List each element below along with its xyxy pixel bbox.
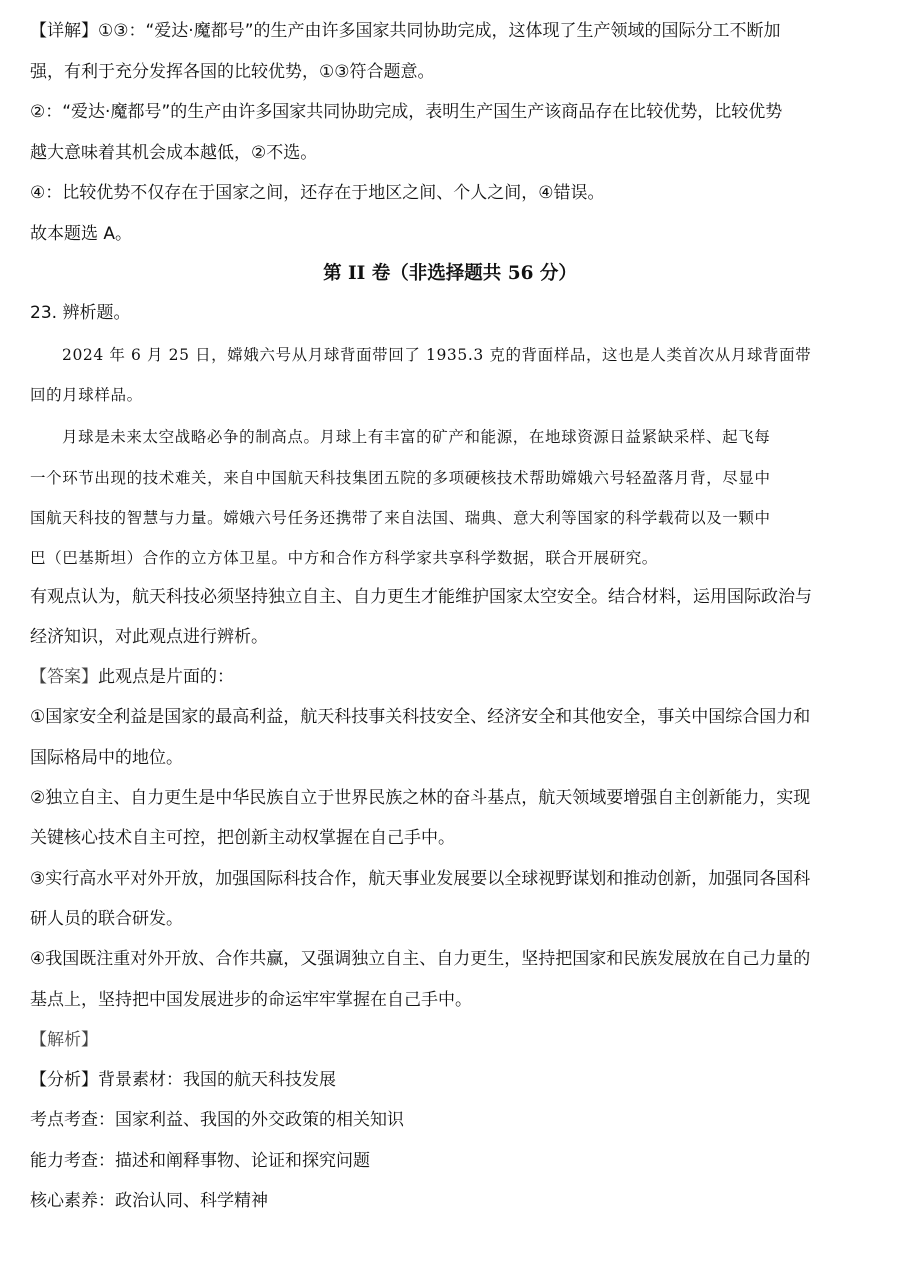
- answer-label: 【答案】: [30, 667, 98, 687]
- detail-label: 【详解】: [30, 21, 98, 41]
- analysis-nengli: 能力考查：描述和阐释事物、论证和探究问题: [30, 1151, 370, 1171]
- detail-line-4: 越大意味着其机会成本越低，②不选。: [30, 143, 318, 163]
- analysis-fenxi: 【分析】背景素材：我国的航天科技发展: [30, 1070, 336, 1090]
- detail-line-6: 故本题选 A。: [30, 224, 133, 244]
- answer-line-7: ④我国既注重对外开放、合作共赢，又强调独立自主、自力更生，坚持把国家和民族发展放在自己力量的: [30, 949, 811, 969]
- answer-intro: 【答案】此观点是片面的：: [30, 667, 234, 687]
- detail-line-5: ④：比较优势不仅存在于国家之间，还存在于地区之间、个人之间，④错误。: [30, 183, 605, 203]
- part-title: 第 II 卷（非选择题共 56 分）: [323, 263, 577, 284]
- material-line-5: 国航天科技的智慧与力量。嫦娥六号任务还携带了来自法国、瑞典、意大利等国家的科学载荷以及一颗中: [30, 509, 771, 527]
- fenxi-label: 【分析】: [30, 1070, 98, 1090]
- detail-line-1: 【详解】①③：“爱达·魔都号”的生产由许多国家共同协助完成，这体现了生产领域的国际分工不断加: [30, 21, 781, 41]
- analysis-label: 【解析】: [30, 1030, 98, 1050]
- answer-line-6: 研人员的联合研发。: [30, 909, 183, 929]
- material-line-2: 回的月球样品。: [30, 386, 143, 404]
- material-line-1: 2024 年 6 月 25 日，嫦娥六号从月球背面带回了 1935.3 克的背面样品，这也是人类首次从月球背面带: [62, 346, 812, 364]
- answer-line-4: 关键核心技术自主可控，把创新主动权掌握在自己手中。: [30, 828, 455, 848]
- prompt-line-2: 经济知识，对此观点进行辨析。: [30, 627, 268, 647]
- question-number: 23. 辨析题。: [30, 303, 131, 323]
- detail-line-2: 强，有利于充分发挥各国的比较优势，①③符合题意。: [30, 62, 435, 82]
- analysis-kaodian: 考点考查：国家利益、我国的外交政策的相关知识: [30, 1110, 404, 1130]
- analysis-suyang: 核心素养：政治认同、科学精神: [30, 1191, 268, 1211]
- detail-line-3: ②：“爱达·魔都号”的生产由许多国家共同协助完成，表明生产国生产该商品存在比较优势，比较优势: [30, 102, 783, 122]
- answer-line-2: 国际格局中的地位。: [30, 748, 183, 768]
- material-line-4: 一个环节出现的技术难关，来自中国航天科技集团五院的多项硬核技术帮助嫦娥六号轻盈落月背，尽显中: [30, 469, 771, 487]
- material-line-3: 月球是未来太空战略必争的制高点。月球上有丰富的矿产和能源，在地球资源日益紧缺采样、起飞每: [62, 428, 771, 446]
- prompt-line-1: 有观点认为，航天科技必须坚持独立自主、自力更生才能维护国家太空安全。结合材料，运用国际政治与: [30, 587, 812, 607]
- answer-line-5: ③实行高水平对外开放，加强国际科技合作，航天事业发展要以全球视野谋划和推动创新，加强同各国科: [30, 869, 811, 889]
- material-line-6: 巴（巴基斯坦）合作的立方体卫星。中方和合作方科学家共享科学数据，联合开展研究。: [30, 549, 658, 567]
- answer-line-8: 基点上，坚持把中国发展进步的命运牢牢掌握在自己手中。: [30, 990, 472, 1010]
- answer-line-1: ①国家安全利益是国家的最高利益，航天科技事关科技安全、经济安全和其他安全，事关中国综合国力和: [30, 707, 811, 727]
- answer-line-3: ②独立自主、自力更生是中华民族自立于世界民族之林的奋斗基点，航天领域要增强自主创新能力，实现: [30, 788, 811, 808]
